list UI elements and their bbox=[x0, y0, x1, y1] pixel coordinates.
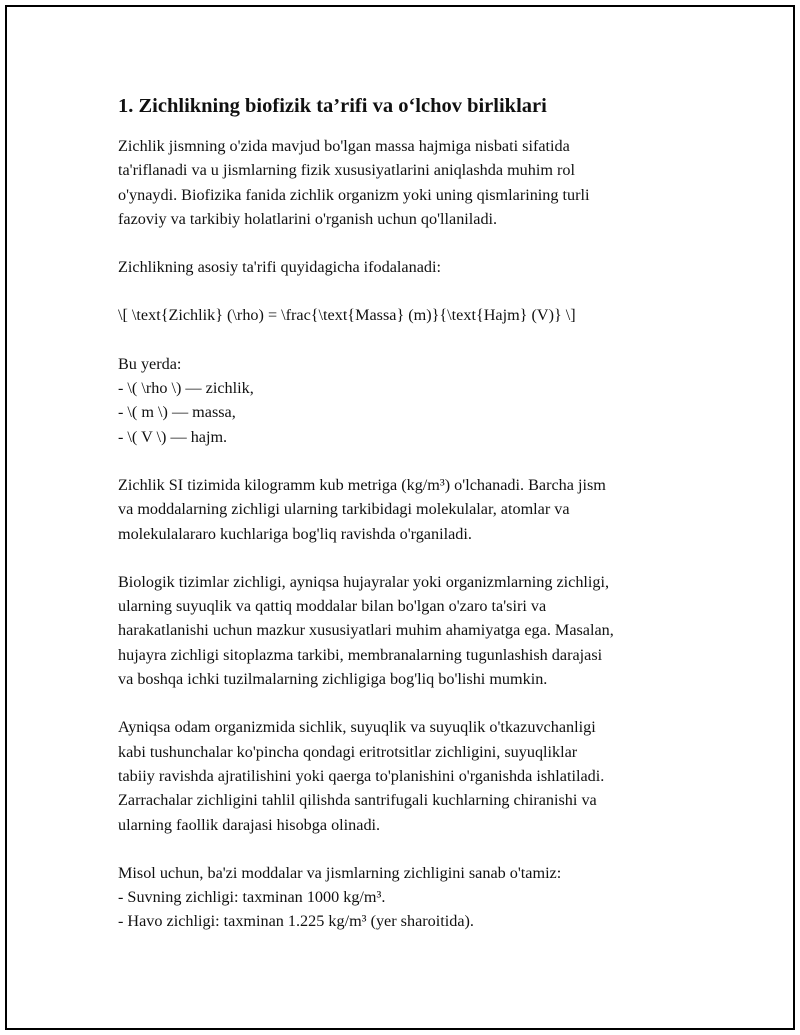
text-line: tabiiy ravishda ajratilishini yoki qaerga to'planishini o'rganishda ishlatiladi. bbox=[118, 766, 605, 785]
paragraph-definition bbox=[118, 134, 698, 231]
text-line: hujayra zichligi sitoplazma tarkibi, membranalarning tugunlashish darajasi bbox=[118, 645, 603, 664]
text-line: molekulalararo kuchlariga bog'liq ravishda o'rganiladi. bbox=[118, 524, 472, 543]
text-line: Zichlik SI tizimida kilogramm kub metriga (kg/m³) o'lchanadi. Barcha jism bbox=[118, 475, 606, 494]
paragraph-human-organism bbox=[118, 715, 698, 836]
text-line: Ayniqsa odam organizmida sichlik, suyuqlik va suyuqlik o'tkazuvchanligi bbox=[118, 718, 596, 737]
list-item: - \( V \) — hajm. bbox=[118, 427, 228, 446]
document-body bbox=[118, 92, 698, 958]
text-line: harakatlanishi uchun mazkur xususiyatlari muhim ahamiyatga ega. Masalan, bbox=[118, 621, 614, 640]
text-line: Zichlikning asosiy ta'rifi quyidagicha ifodalanadi: bbox=[118, 258, 441, 277]
formula-line bbox=[118, 303, 698, 327]
paragraph-biological-systems bbox=[118, 570, 698, 691]
text-line: fazoviy va tarkibiy holatlarini o'rganish uchun qo'llaniladi. bbox=[118, 209, 498, 228]
latex-formula: \[ \text{Zichlik} (\rho) = \frac{\text{Massa} (m)}{\text{Hajm} (V)} \] bbox=[118, 306, 576, 325]
paragraph-variables bbox=[118, 352, 698, 449]
section-heading: 1. Zichlikning biofizik ta’rifi va o‘lchov birliklari bbox=[118, 95, 547, 117]
paragraph-intro-formula bbox=[118, 255, 698, 279]
list-item: - Havo zichligi: taxminan 1.225 kg/m³ (yer sharoitida). bbox=[118, 912, 474, 931]
text-line: ularning suyuqlik va qattiq moddalar bilan bo'lgan o'zaro ta'siri va bbox=[118, 597, 547, 616]
paragraph-si-units bbox=[118, 473, 698, 546]
text-line: Biologik tizimlar zichligi, ayniqsa hujayralar yoki organizmlarning zichligi, bbox=[118, 572, 610, 591]
text-line: Zarrachalar zichligini tahlil qilishda santrifugali kuchlarning chiranishi va bbox=[118, 791, 597, 810]
paragraph-examples bbox=[118, 861, 698, 934]
text-line: va moddalarning zichligi ularning tarkibidagi molekulalar, atomlar va bbox=[118, 500, 570, 519]
list-item: - \( \rho \) — zichlik, bbox=[118, 379, 254, 398]
text-line: o'ynaydi. Biofizika fanida zichlik organizm yoki uning qismlarining turli bbox=[118, 185, 590, 204]
text-line: ta'riflanadi va u jismlarning fizik xususiyatlarini aniqlashda muhim rol bbox=[118, 161, 575, 180]
text-line: Zichlik jismning o'zida mavjud bo'lgan massa hajmiga nisbati sifatida bbox=[118, 137, 570, 155]
text-line: ularning faollik darajasi hisobga olinadi. bbox=[118, 815, 381, 834]
text-line: Bu yerda: bbox=[118, 354, 182, 373]
list-item: - \( m \) — massa, bbox=[118, 403, 236, 422]
list-item: - Suvning zichligi: taxminan 1000 kg/m³. bbox=[118, 888, 386, 907]
text-line: kabi tushunchalar ko'pincha qondagi eritrotsitlar zichligini, suyuqliklar bbox=[118, 742, 578, 761]
text-line: va boshqa ichki tuzilmalarning zichligiga bog'liq bo'lishi mumkin. bbox=[118, 670, 548, 689]
text-line: Misol uchun, ba'zi moddalar va jismlarning zichligini sanab o'tamiz: bbox=[118, 863, 562, 882]
